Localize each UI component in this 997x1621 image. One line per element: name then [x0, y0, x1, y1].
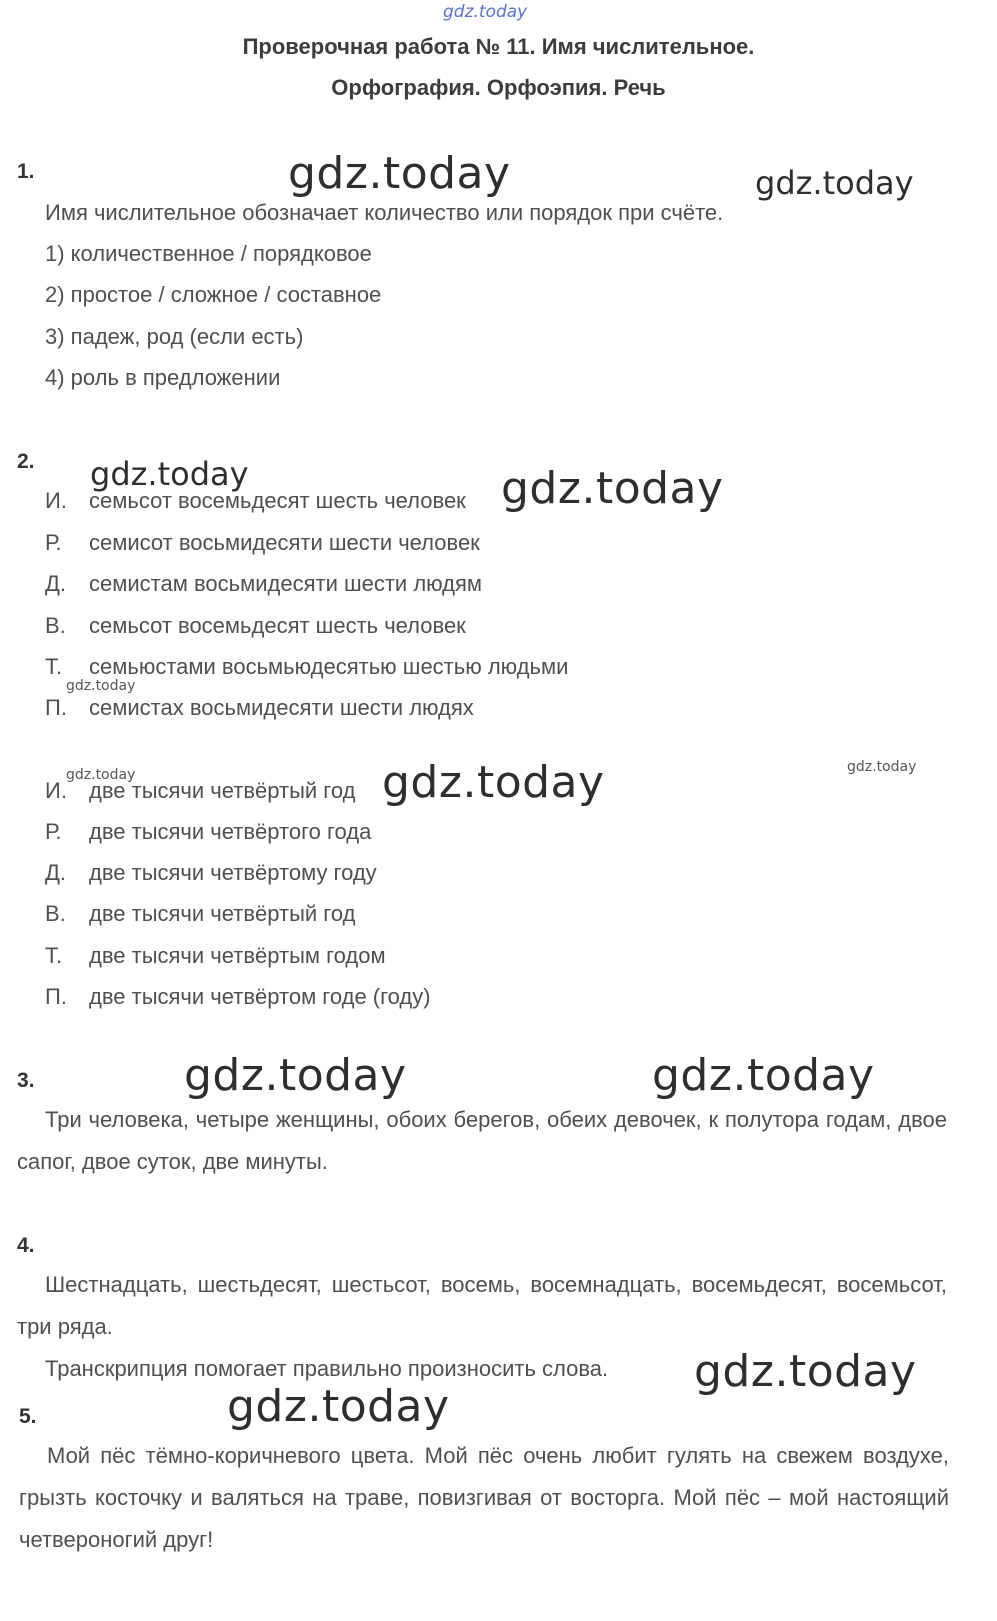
case-label: Р.: [45, 819, 62, 844]
declension-row: [45, 571, 482, 597]
task-2-number: 2.: [17, 450, 35, 473]
case-label: П.: [45, 695, 67, 720]
task-4-number: 4.: [17, 1234, 35, 1257]
case-form: две тысячи четвёртый год: [89, 901, 356, 926]
task-4-text: Шестнадцать, шестьдесят, шестьсот, восемь, восемнадцать, восемьдесят, восемьсот, три ряда.: [17, 1272, 947, 1339]
task-5-text: Мой пёс тёмно-коричневого цвета. Мой пёс очень любит гулять на свежем воздухе, грызть косточку и валяться на траве, повизгивая от восторга. Мой пёс – мой настоящий четвероногий друг!: [19, 1443, 949, 1552]
declension-row: [45, 695, 474, 721]
case-form: семьсот восемьдесят шесть человек: [89, 488, 466, 513]
watermark: gdz.today: [227, 1381, 450, 1432]
case-label: Т.: [45, 654, 63, 679]
case-label: В.: [45, 901, 66, 926]
case-form: семистах восьмидесяти шести людях: [89, 695, 474, 720]
case-form: две тысячи четвёртый год: [89, 778, 356, 803]
task-3-text: Три человека, четыре женщины, обоих берегов, обеих девочек, к полутора годам, двое сапог, двое суток, две минуты.: [17, 1107, 947, 1174]
task-1-number: 1.: [17, 160, 35, 183]
case-label: Д.: [45, 860, 67, 885]
task-1-line: 1) количественное / порядковое: [45, 241, 372, 266]
task-1-line: 3) падеж, род (если есть): [45, 324, 304, 349]
page-subtitle: Орфография. Орфоэпия. Речь: [331, 75, 666, 100]
watermark: gdz.today: [382, 757, 605, 808]
declension-row: [45, 654, 568, 680]
declension-row: [45, 860, 377, 886]
case-form: семьюстами восьмьюдесятью шестью людьми: [89, 654, 569, 679]
case-form: две тысячи четвёртом годе (году): [89, 984, 431, 1009]
watermark: gdz.today: [90, 455, 249, 493]
watermark: gdz.today: [501, 463, 724, 514]
declension-row: [45, 984, 431, 1010]
declension-row: [45, 530, 480, 556]
watermark: gdz.today: [847, 759, 917, 775]
case-form: семьсот восемьдесят шесть человек: [89, 613, 466, 638]
watermark: gdz.today: [66, 678, 136, 694]
declension-row: [45, 819, 371, 845]
task-1-line: Имя числительное обозначает количество или порядок при счёте.: [45, 200, 724, 225]
case-label: И.: [45, 488, 67, 513]
task-4-note: Транскрипция помогает правильно произносить слова.: [45, 1356, 609, 1381]
case-form: две тысячи четвёртого года: [89, 819, 372, 844]
case-label: Т.: [45, 943, 63, 968]
watermark: gdz.today: [184, 1050, 407, 1101]
watermark: gdz.today: [288, 148, 511, 199]
declension-row: [45, 943, 386, 969]
task-5-number: 5.: [19, 1405, 37, 1428]
page-title: Проверочная работа № 11. Имя числительное.: [242, 34, 755, 59]
watermark: gdz.today: [66, 767, 136, 783]
case-label: П.: [45, 984, 67, 1009]
declension-row: [45, 901, 355, 927]
declension-row: [45, 613, 466, 639]
task-1-line: 2) простое / сложное / составное: [45, 282, 382, 307]
case-label: Д.: [45, 571, 67, 596]
watermark: gdz.today: [755, 164, 914, 202]
case-label: В.: [45, 613, 66, 638]
case-label: И.: [45, 778, 67, 803]
task-1-line: 4) роль в предложении: [45, 365, 281, 390]
case-form: семистам восьмидесяти шести людям: [89, 571, 483, 596]
case-label: Р.: [45, 530, 62, 555]
watermark: gdz.today: [652, 1050, 875, 1101]
watermark: gdz.today: [694, 1346, 917, 1397]
case-form: семисот восьмидесяти шести человек: [89, 530, 480, 555]
case-form: две тысячи четвёртым годом: [89, 943, 386, 968]
top-watermark: gdz.today: [443, 2, 528, 22]
task-3-number: 3.: [17, 1069, 35, 1092]
case-form: две тысячи четвёртому году: [89, 860, 377, 885]
